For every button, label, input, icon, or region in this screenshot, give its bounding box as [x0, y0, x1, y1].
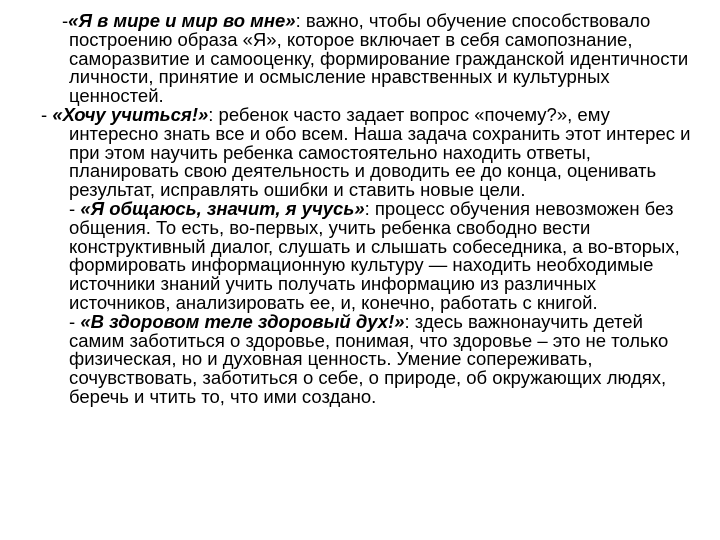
paragraph-body: : здесь важнонаучить детей самим заботиться о здоровье, понимая, что здоровье – это не только физическая, но и духовная ценность. Умение сопереживать, сочувствовать, заботиться о себе, о природе, об окружающих людях, беречь и чтить то, что ими создано.	[69, 310, 669, 407]
text-block	[34, 12, 694, 407]
paragraph-body: : процесс обучения невозможен без общения. То есть, во-первых, учить ребенка свободно вести конструктивный диалог, слушать и слышать собеседника, а во-вторых, формировать информационную культуру — находить необходимые источники знаний учить получать информацию из различных источников, анализировать ее, и, конечно, работать с книгой.	[69, 197, 680, 313]
paragraph-world	[34, 12, 694, 106]
paragraph-lead: «Я в мире и мир во мне»	[68, 10, 296, 31]
paragraph-dash: -	[69, 197, 81, 219]
paragraph-lead: «В здоровом теле здоровый дух!»	[80, 310, 405, 332]
paragraph-dash: -	[62, 10, 69, 31]
paragraph-dash: -	[41, 103, 53, 125]
paragraph-body: : важно, чтобы обучение способствовало построению образа «Я», которое включает в себя самопознание, саморазвитие и самооценку, формирование гражданской идентичности личности, принятие и осмысление нравственных и культурных ценностей.	[69, 10, 689, 107]
paragraph-dash: -	[69, 310, 81, 332]
paragraph-lead: «Хочу учиться!»	[52, 103, 209, 125]
paragraph-lead: «Я общаюсь, значит, я учусь»	[80, 197, 365, 219]
paragraph-health	[34, 310, 694, 407]
paragraph-body: : ребенок часто задает вопрос «почему?», ему интересно знать все и обо всем. Наша задача сохранить этот интерес и при этом научить ребенка самостоятельно находить ответы, планировать свою деятельность и доводить ее до конца, оценивать результат, исправлять ошибки и ставить новые цели.	[69, 103, 691, 201]
paragraph-communicate	[34, 197, 694, 313]
paragraph-want-to-learn	[34, 103, 694, 201]
